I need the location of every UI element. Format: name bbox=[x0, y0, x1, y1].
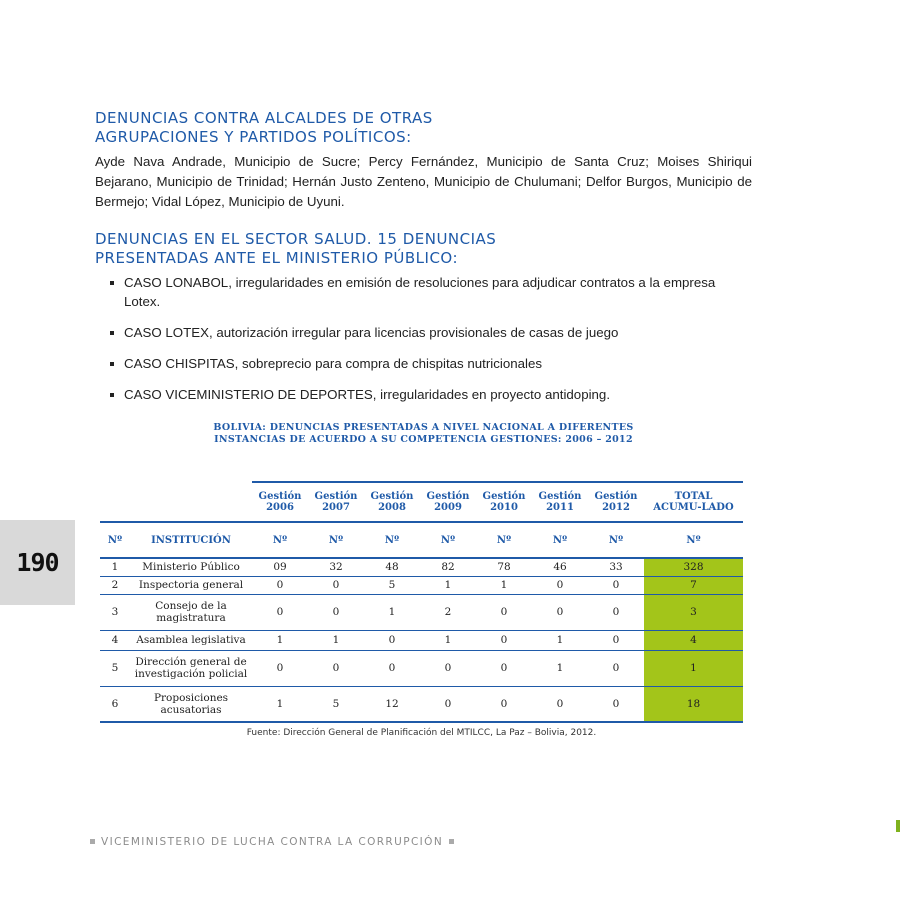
row-value: 33 bbox=[588, 558, 644, 576]
row-value: 0 bbox=[252, 594, 308, 630]
row-number: 5 bbox=[100, 650, 130, 686]
row-value: 0 bbox=[308, 576, 364, 594]
list-item: CASO VICEMINISTERIO DE DEPORTES, irregularidades en proyecto antidoping. bbox=[110, 385, 755, 404]
row-total: 328 bbox=[644, 558, 743, 576]
row-institution: Ministerio Público bbox=[130, 558, 252, 576]
row-value: 1 bbox=[532, 650, 588, 686]
row-value: 0 bbox=[588, 576, 644, 594]
row-value: 1 bbox=[308, 630, 364, 650]
row-value: 0 bbox=[588, 630, 644, 650]
table-row bbox=[100, 650, 743, 686]
row-total: 3 bbox=[644, 594, 743, 630]
row-value: 46 bbox=[532, 558, 588, 576]
section2-heading-line2: PRESENTADAS ANTE EL MINISTERIO PÚBLICO: bbox=[95, 249, 459, 267]
table-title-line2: INSTANCIAS DE ACUERDO A SU COMPETENCIA GESTIONES: 2006 – 2012 bbox=[214, 434, 633, 445]
header-unit: Nº bbox=[420, 522, 476, 558]
section2-heading-line1: DENUNCIAS EN EL SECTOR SALUD. 15 DENUNCIAS bbox=[95, 230, 497, 248]
header-unit: Nº bbox=[364, 522, 420, 558]
row-institution: Dirección general de investigación policial bbox=[130, 650, 252, 686]
row-value: 0 bbox=[476, 594, 532, 630]
row-total: 18 bbox=[644, 686, 743, 722]
row-value: 1 bbox=[420, 576, 476, 594]
table-header-years bbox=[100, 482, 743, 522]
row-value: 0 bbox=[588, 650, 644, 686]
row-value: 0 bbox=[420, 650, 476, 686]
row-institution: Consejo de la magistratura bbox=[130, 594, 252, 630]
row-value: 1 bbox=[532, 630, 588, 650]
header-unit: Nº bbox=[252, 522, 308, 558]
row-value: 0 bbox=[588, 594, 644, 630]
list-item: CASO LOTEX, autorización irregular para licencias provisionales de casas de juego bbox=[110, 323, 755, 342]
header-number: Nº bbox=[100, 522, 130, 558]
complaints-table bbox=[100, 481, 743, 723]
section1-paragraph: Ayde Nava Andrade, Municipio de Sucre; Percy Fernández, Municipio de Santa Cruz; Moises Shiriqui Bejarano, Municipio de Trinidad; Hernán Justo Zenteno, Municipio de Chulumani; Delfor Burgos, Municipio de Bermejo; Vidal López, Municipio de Uyuni. bbox=[95, 154, 752, 209]
row-value: 2 bbox=[420, 594, 476, 630]
table-row bbox=[100, 576, 743, 594]
row-value: 0 bbox=[364, 630, 420, 650]
row-value: 78 bbox=[476, 558, 532, 576]
list-item: CASO CHISPITAS, sobreprecio para compra de chispitas nutricionales bbox=[110, 354, 755, 373]
row-value: 0 bbox=[308, 594, 364, 630]
row-value: 0 bbox=[364, 650, 420, 686]
row-value: 12 bbox=[364, 686, 420, 722]
list-item: CASO LONABOL, irregularidades en emisión de resoluciones para adjudicar contratos a la empresa Lotex. bbox=[110, 273, 755, 311]
row-value: 0 bbox=[532, 576, 588, 594]
row-institution: Inspectoria general bbox=[130, 576, 252, 594]
row-total: 1 bbox=[644, 650, 743, 686]
row-value: 0 bbox=[476, 686, 532, 722]
row-number: 4 bbox=[100, 630, 130, 650]
header-year: Gestión 2010 bbox=[476, 482, 532, 522]
row-institution: Asamblea legislativa bbox=[130, 630, 252, 650]
row-value: 0 bbox=[252, 576, 308, 594]
row-value: 09 bbox=[252, 558, 308, 576]
row-value: 32 bbox=[308, 558, 364, 576]
row-value: 82 bbox=[420, 558, 476, 576]
header-institution: INSTITUCIÓN bbox=[130, 522, 252, 558]
row-value: 1 bbox=[476, 576, 532, 594]
header-year: Gestión 2007 bbox=[308, 482, 364, 522]
header-year: Gestión 2009 bbox=[420, 482, 476, 522]
table-row bbox=[100, 594, 743, 630]
footer bbox=[90, 836, 454, 848]
row-value: 0 bbox=[588, 686, 644, 722]
row-value: 0 bbox=[476, 630, 532, 650]
row-value: 1 bbox=[420, 630, 476, 650]
edge-mark bbox=[896, 820, 900, 832]
header-year: Gestión 2012 bbox=[588, 482, 644, 522]
row-number: 6 bbox=[100, 686, 130, 722]
row-value: 1 bbox=[252, 686, 308, 722]
footer-text: VICEMINISTERIO DE LUCHA CONTRA LA CORRUPCIÓN bbox=[101, 836, 444, 848]
bullet-icon bbox=[449, 839, 454, 844]
header-unit: Nº bbox=[308, 522, 364, 558]
row-value: 0 bbox=[420, 686, 476, 722]
header-year: Gestión 2011 bbox=[532, 482, 588, 522]
table-title bbox=[150, 422, 697, 446]
section1-heading bbox=[95, 109, 755, 147]
row-number: 3 bbox=[100, 594, 130, 630]
row-value: 0 bbox=[532, 594, 588, 630]
row-total: 7 bbox=[644, 576, 743, 594]
header-blank bbox=[130, 482, 252, 522]
header-unit: Nº bbox=[588, 522, 644, 558]
page-number: 190 bbox=[16, 548, 59, 577]
section1-heading-line2: AGRUPACIONES Y PARTIDOS POLÍTICOS: bbox=[95, 128, 412, 146]
section1-heading-line1: DENUNCIAS CONTRA ALCALDES DE OTRAS bbox=[95, 109, 433, 127]
row-number: 1 bbox=[100, 558, 130, 576]
row-value: 1 bbox=[364, 594, 420, 630]
table-header-columns bbox=[100, 522, 743, 558]
row-number: 2 bbox=[100, 576, 130, 594]
row-value: 0 bbox=[476, 650, 532, 686]
row-value: 0 bbox=[532, 686, 588, 722]
row-value: 0 bbox=[252, 650, 308, 686]
row-value: 5 bbox=[308, 686, 364, 722]
table-row bbox=[100, 630, 743, 650]
page-number-tab bbox=[0, 520, 75, 605]
row-value: 5 bbox=[364, 576, 420, 594]
header-blank bbox=[100, 482, 130, 522]
row-value: 1 bbox=[252, 630, 308, 650]
row-value: 48 bbox=[364, 558, 420, 576]
row-value: 0 bbox=[308, 650, 364, 686]
bullet-icon bbox=[90, 839, 95, 844]
row-total: 4 bbox=[644, 630, 743, 650]
table-source: Fuente: Dirección General de Planificación del MTILCC, La Paz – Bolivia, 2012. bbox=[246, 728, 597, 738]
row-institution: Proposiciones acusatorias bbox=[130, 686, 252, 722]
table-title-line1: BOLIVIA: DENUNCIAS PRESENTADAS A NIVEL NACIONAL A DIFERENTES bbox=[213, 422, 634, 433]
header-unit: Nº bbox=[532, 522, 588, 558]
header-total: TOTAL ACUMU-LADO bbox=[644, 482, 743, 522]
section2-heading bbox=[95, 230, 755, 268]
table-row bbox=[100, 686, 743, 722]
header-unit: Nº bbox=[644, 522, 743, 558]
header-unit: Nº bbox=[476, 522, 532, 558]
header-year: Gestión 2008 bbox=[364, 482, 420, 522]
header-year: Gestión 2006 bbox=[252, 482, 308, 522]
cases-list bbox=[110, 273, 755, 416]
table-row bbox=[100, 558, 743, 576]
